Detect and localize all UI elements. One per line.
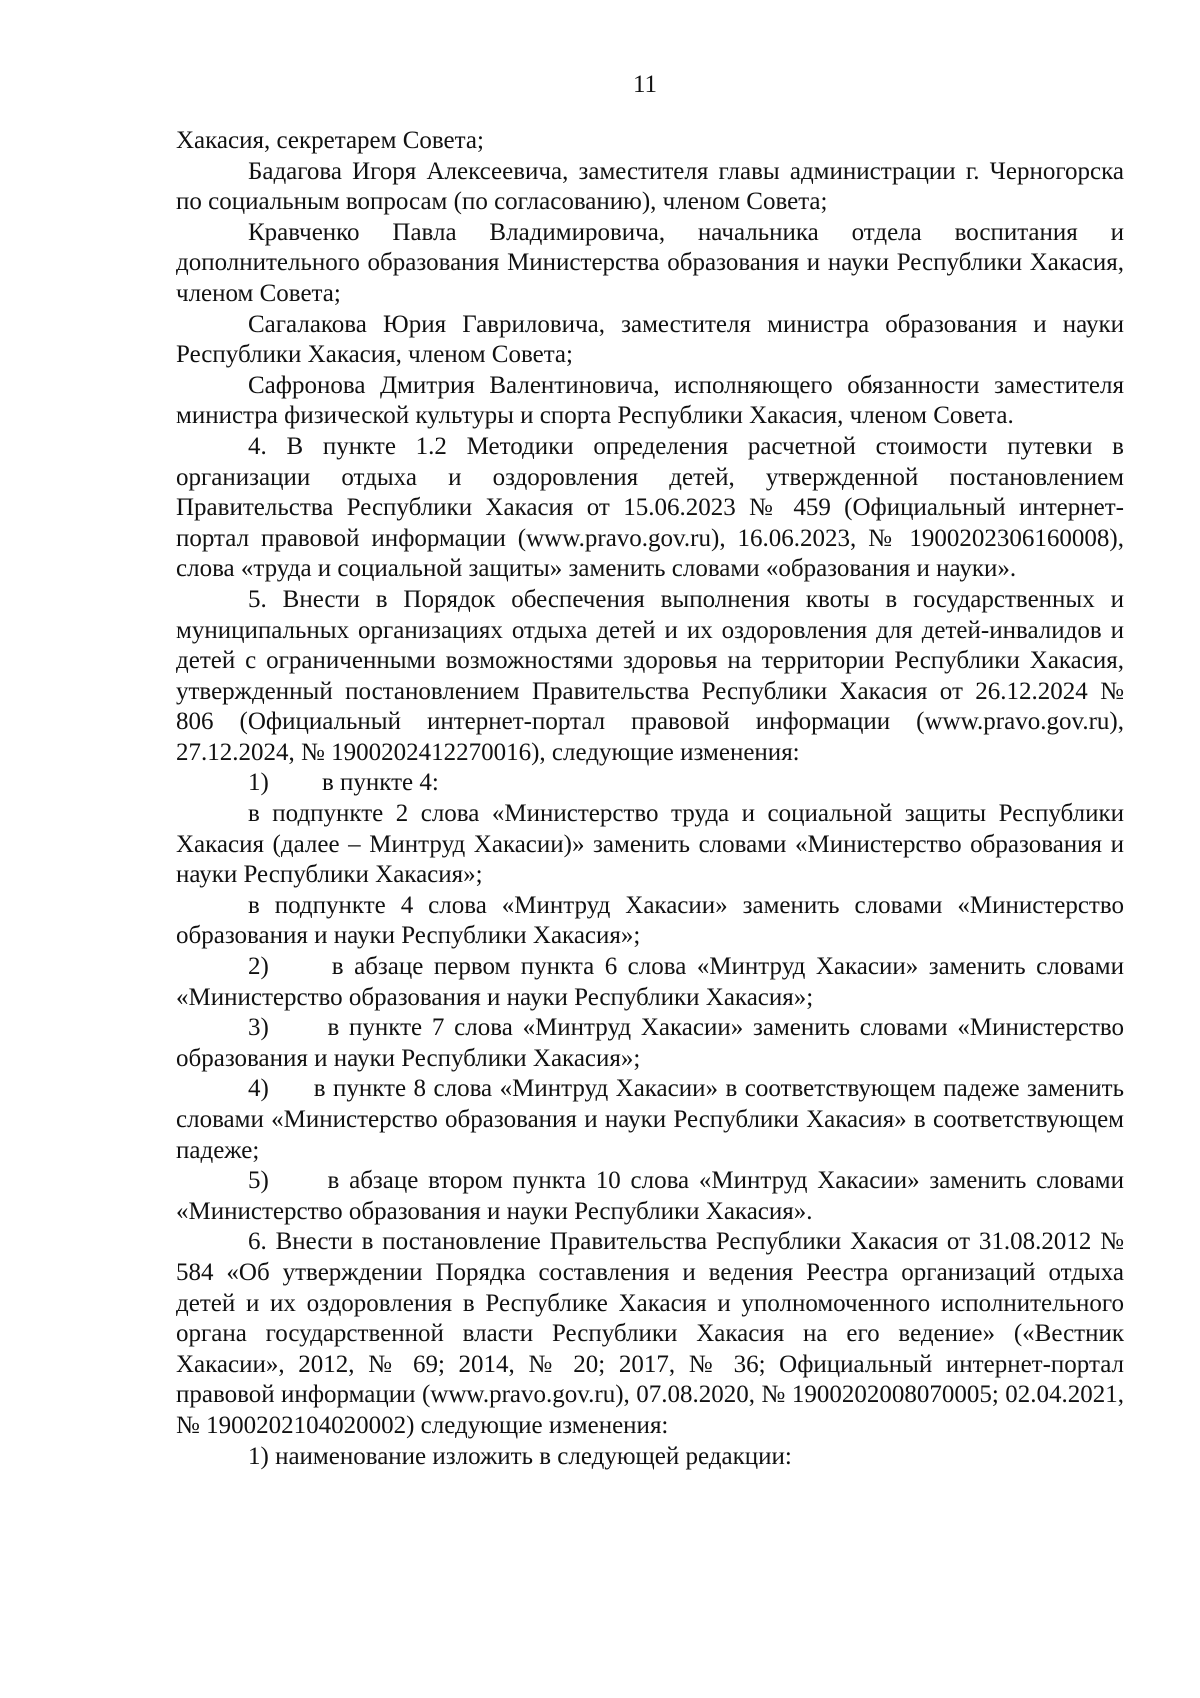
paragraph: в подпункте 4 слова «Минтруд Хакасии» заменить словами «Министерство образования и науки Республики Хакасия»; [176, 891, 1124, 950]
list-item-number: 2) [248, 953, 269, 981]
list-item [176, 1013, 1124, 1074]
list-item-number: 4) [248, 1075, 269, 1103]
paragraph: Хакасия, секретарем Совета; [176, 127, 484, 154]
list-item-number: 1) [248, 769, 269, 797]
paragraph-section-5: 5. Внести в Порядок обеспечения выполнения квоты в государственных и муниципальных организациях отдыха детей и их оздоровления для детей-инвалидов и детей с ограниченными возможностями здоровья на территории Республики Хакасия, утвержденный постановлением Правительства Республики Хакасия от 26.12.2024 № 806 (Официальный интернет-портал правовой информации (www.pravo.gov.ru), 27.12.2024, № 1900202412270016), следующие изменения: [176, 585, 1124, 766]
list-item [176, 1074, 1124, 1166]
list-item-text: в пункте 8 слова «Минтруд Хакасии» в соответствующем падеже заменить словами «Министерство образования и науки Республики Хакасия» в соответствующем падеже; [176, 1075, 1125, 1164]
list-item-text: в абзаце первом пункта 6 слова «Минтруд Хакасии» заменить словами «Министерство образования и науки Республики Хакасия»; [176, 953, 1125, 1011]
list-item-text: в пункте 7 слова «Минтруд Хакасии» заменить словами «Министерство образования и науки Республики Хакасия»; [176, 1014, 1125, 1072]
paragraph: Сагалакова Юрия Гавриловича, заместителя министра образования и науки Республики Хакасия, членом Совета; [176, 310, 1124, 369]
list-item [176, 1166, 1124, 1227]
list-item-text: в пункте 4: [322, 769, 439, 797]
list-item-number: 3) [248, 1014, 269, 1042]
list-item [176, 768, 1124, 799]
paragraph: Сафронова Дмитрия Валентиновича, исполняющего обязанности заместителя министра физической культуры и спорта Республики Хакасия, членом Совета. [176, 371, 1124, 430]
paragraph: в подпункте 2 слова «Министерство труда и социальной защиты Республики Хакасия (далее – Минтруд Хакасии)» заменить словами «Министерство образования и науки Республики Хакасия»; [176, 800, 1124, 889]
paragraph-section-4: 4. В пункте 1.2 Методики определения расчетной стоимости путевки в организации отдыха и оздоровления детей, утвержденной постановлением Правительства Республики Хакасия от 15.06.2023 № 459 (Официальный интернет-портал правовой информации (www.pravo.gov.ru), 16.06.2023, № 1900202306160008), слова «труда и социальной защиты» заменить словами «образования и науки». [176, 432, 1124, 583]
document-body [176, 126, 1124, 1472]
paragraph: 1) наименование изложить в следующей редакции: [248, 1442, 792, 1470]
list-item-number: 5) [248, 1167, 269, 1195]
list-item [176, 952, 1124, 1013]
page-number: 11 [632, 71, 658, 98]
paragraph: Бадагова Игоря Алексеевича, заместителя главы администрации г. Черногорска по социальным вопросам (по согласованию), членом Совета; [176, 157, 1124, 216]
paragraph: Кравченко Павла Владимировича, начальника отдела воспитания и дополнительного образования Министерства образования и науки Республики Хакасия, членом Совета; [176, 218, 1124, 307]
list-item-text: в абзаце втором пункта 10 слова «Минтруд Хакасии» заменить словами «Министерство образования и науки Республики Хакасия». [176, 1167, 1124, 1225]
paragraph-section-6: 6. Внести в постановление Правительства Республики Хакасия от 31.08.2012 № 584 «Об утверждении Порядка составления и ведения Реестра организаций отдыха детей и их оздоровления в Республике Хакасия и уполномоченного исполнительного органа государственной власти Республики Хакасия на его ведение» («Вестник Хакасии», 2012, № 69; 2014, № 20; 2017, № 36; Официальный интернет-портал правовой информации (www.pravo.gov.ru), 07.08.2020, № 1900202008070005; 02.04.2021, № 1900202104020002) следующие изменения: [176, 1228, 1124, 1439]
